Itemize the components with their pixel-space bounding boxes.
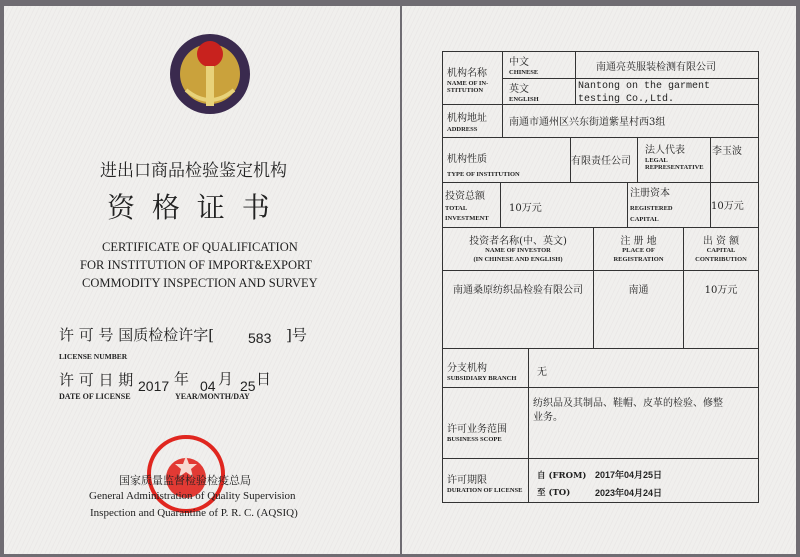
title-en-2: FOR INSTITUTION OF IMPORT&EXPORT <box>80 258 313 272</box>
address-label-cell <box>442 104 503 138</box>
type-label-cell <box>442 137 571 183</box>
license-year: 2017 <box>138 378 170 394</box>
chinese-label-zh: 中文 <box>509 57 529 68</box>
chinese-label-cell <box>502 51 576 79</box>
from-label: 自 (FROM) <box>537 471 587 481</box>
to-label: 至 (TO) <box>537 488 571 498</box>
branch-label-zh: 分支机构 <box>447 363 487 374</box>
to-date: 2023年04月24日 <box>595 488 663 498</box>
address-label-zh: 机构地址 <box>447 113 487 124</box>
duration-label-zh: 许可期限 <box>447 475 487 486</box>
agency-en-1: General Administration of Quality Supervision <box>89 490 296 502</box>
type-cell <box>570 137 638 183</box>
type-label-zh: 机构性质 <box>447 154 487 165</box>
contrib-header-zh: 出 资 额 <box>702 236 740 247</box>
title-zh-2: 资 格 证 书 <box>107 191 274 224</box>
certificate-left-page <box>4 6 400 554</box>
certificate-right-page <box>402 6 796 554</box>
address-label-en: ADDRESS <box>447 126 478 133</box>
title-zh-1: 进出口商品检验鉴定机构 <box>100 161 287 181</box>
rep-label-en: LEGAL REPRESENTATIVE <box>645 157 704 171</box>
branch-cell <box>528 348 759 388</box>
chinese-label-en: CHINESE <box>509 69 539 76</box>
date-format-en: YEAR/MONTH/DAY <box>175 392 250 401</box>
investor-contrib-cell <box>683 270 759 349</box>
investor-name: 南通桑原纺织品检验有限公司 <box>453 285 583 296</box>
month-char: 月 <box>218 370 234 388</box>
scope-label-en: BUSINESS SCOPE <box>447 436 502 443</box>
investor-header-en-2: (IN CHINESE AND ENGLISH) <box>473 256 563 263</box>
english-label-en: ENGLISH <box>509 96 539 103</box>
rep-label-zh: 法人代表 <box>645 145 685 156</box>
institution-name-zh: 南通亮英服装检测有限公司 <box>596 62 716 73</box>
investor-name-cell <box>442 270 594 349</box>
investment-label-en: TOTAL INVESTMENT <box>445 205 489 222</box>
name-zh-cell <box>575 51 759 79</box>
name-label-en: NAME OF IN-STITUTION <box>447 80 489 94</box>
rep-value: 李玉波 <box>712 146 742 157</box>
contrib-header-en-2: CONTRIBUTION <box>695 256 747 263</box>
duration-label-en: DURATION OF LICENSE <box>447 487 523 494</box>
investment-label-cell <box>442 182 501 228</box>
investor-place-cell <box>593 270 684 349</box>
year-char: 年 <box>174 370 190 388</box>
investor-header-en-1: NAME OF INVESTOR <box>485 247 551 254</box>
investor-place: 南通 <box>628 285 649 296</box>
address-value: 南通市通州区兴东街道紫星村西3组 <box>509 117 666 128</box>
duration-cell <box>528 458 759 503</box>
from-date: 2017年04月25日 <box>595 470 663 480</box>
capital-label-zh: 注册资本 <box>630 188 670 199</box>
scope-line-1: 纺织品及其制品、鞋帽、皮革的检验、修整 <box>533 398 723 409</box>
license-suffix: ]号 <box>286 326 307 344</box>
name-label-cell <box>442 51 503 105</box>
license-month: 04 <box>200 378 216 394</box>
place-header-cell <box>593 227 684 271</box>
place-header-zh: 注 册 地 <box>620 236 657 247</box>
type-value: 有限责任公司 <box>571 156 631 167</box>
investor-header-cell <box>442 227 594 271</box>
address-cell <box>502 104 759 138</box>
scope-label-zh: 许可业务范围 <box>447 424 507 435</box>
name-en-cell <box>575 78 759 105</box>
scope-cell <box>528 387 759 459</box>
investment-value: 10万元 <box>509 203 542 214</box>
contrib-header-en-1: CAPITAL <box>706 247 736 254</box>
capital-label-en: REGISTERED CAPITAL <box>630 205 673 223</box>
name-label-zh: 机构名称 <box>447 68 487 79</box>
rep-cell <box>710 137 759 183</box>
date-label-en: DATE OF LICENSE <box>59 392 131 401</box>
english-label-cell <box>502 78 576 105</box>
branch-label-en: SUBSIDIARY BRANCH <box>447 375 517 382</box>
place-header-en-2: REGISTRATION <box>613 256 664 263</box>
scope-line-2: 业务。 <box>533 412 563 423</box>
scope-label-cell <box>442 387 529 459</box>
day-char: 日 <box>256 370 272 388</box>
agency-en-2: Inspection and Quarantine of P. R. C. (AQSIQ) <box>90 507 298 519</box>
investment-cell <box>500 182 628 228</box>
investor-contrib: 10万元 <box>704 285 738 296</box>
license-label-zh: 许 可 号 国质检检许字[ <box>59 326 215 344</box>
aqsiq-emblem-icon <box>166 30 254 118</box>
title-en-3: COMMODITY INSPECTION AND SURVEY <box>82 276 318 290</box>
place-header-en-1: PLACE OF <box>622 247 655 254</box>
branch-label-cell <box>442 348 529 388</box>
type-label-en: TYPE OF INSTITUTION <box>447 171 520 178</box>
date-label-zh: 许 可 日 期 <box>59 371 134 389</box>
capital-label-cell <box>627 182 711 228</box>
license-number: 583 <box>248 330 272 346</box>
contrib-header-cell <box>683 227 759 271</box>
branch-value: 无 <box>537 367 547 378</box>
license-day: 25 <box>240 378 256 394</box>
capital-value: 10万元 <box>711 201 744 212</box>
agency-zh: 国家质量监督检验检疫总局 <box>119 474 251 487</box>
license-label-en: LICENSE NUMBER <box>59 352 128 361</box>
capital-cell <box>710 182 759 228</box>
rep-label-cell <box>637 137 711 183</box>
investor-header-zh: 投资者名称(中、英文) <box>469 236 567 247</box>
institution-name-en: Nantong on the garment testing Co.,Ltd. <box>578 81 711 105</box>
investment-label-zh: 投资总额 <box>445 191 485 202</box>
title-en-1: CERTIFICATE OF QUALIFICATION <box>102 240 298 254</box>
duration-label-cell <box>442 458 529 503</box>
english-label-zh: 英文 <box>509 84 529 95</box>
